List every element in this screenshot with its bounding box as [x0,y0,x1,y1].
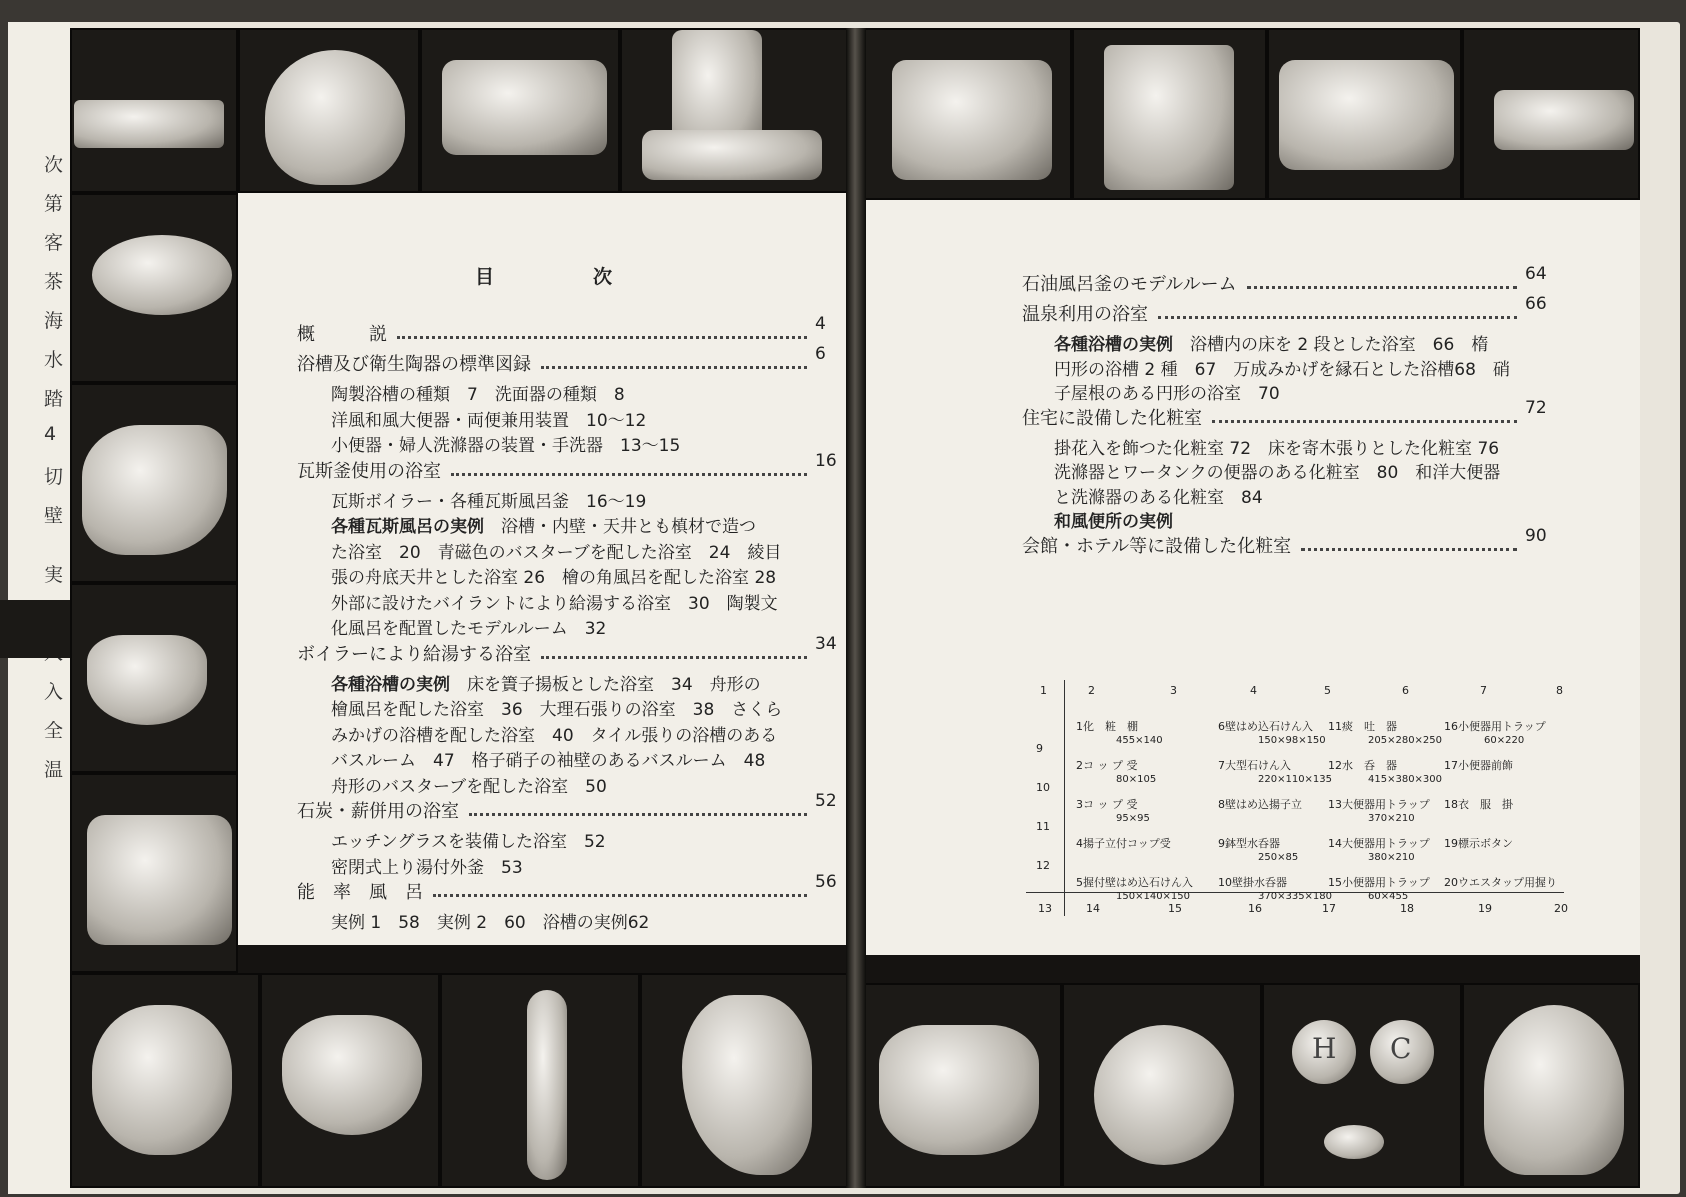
toc-entry: 石炭・薪併用の浴室 [297,801,459,822]
grid-item-name: 5握付壁はめ込石けん入 [1076,876,1193,889]
grid-item-name: 13大便器用トラップ [1328,798,1430,811]
toc-leader-dots [469,813,807,816]
soap-dish-image [862,28,1072,200]
toc-page-number: 66 [1525,294,1547,314]
grid-bottom-number: 16 [1248,902,1262,915]
cover-edge-char: 温 [44,759,64,781]
grid-top-number: 6 [1402,684,1409,697]
toc-entry: 温泉利用の浴室 [1022,304,1148,325]
faucet-handle-image [1462,983,1640,1188]
cover-edge-char: 客 [44,232,64,254]
grid-bottom-number: 17 [1322,902,1336,915]
toc-entry: 和風便所の実例 [1054,512,1173,532]
grid-item-dimensions: 370×210 [1368,813,1415,824]
grid-item-dimensions: 205×280×250 [1368,735,1443,746]
grid-item-dimensions: 60×455 [1368,891,1409,902]
grid-item-name: 14大便器用トラップ [1328,837,1430,850]
cover-edge-char: 実 [44,564,64,586]
p-trap-image [260,973,440,1188]
robe-hook-image [1062,983,1262,1188]
grid-item-name: 12水 呑 器 [1328,759,1397,772]
grid-item-name: 15小便器用トラップ [1328,876,1430,889]
toc-leader-dots [541,656,807,659]
toc-leader-dots [451,473,807,476]
toc-entry-bold-label: 各種浴槽の実例 [331,674,450,695]
grid-item-name: 16小便器用トラップ [1444,720,1546,733]
toc-entry: 住宅に設備した化粧室 [1022,407,1202,429]
fixture-index-grid [1026,680,1568,916]
grid-item-name: 3コ ッ プ 受 [1076,798,1138,811]
grid-top-number: 7 [1480,684,1487,697]
book-gutter [846,28,866,1188]
grid-side-number: 12 [1036,859,1050,872]
cover-edge-char: 水 [44,349,64,371]
toc-entry: 能 率 風 呂 [297,882,423,903]
grid-vertical-line [1064,680,1065,916]
cover-edge-char: 次 [44,154,64,176]
toc-entry: と洗滌器のある化粧室 84 [1054,487,1263,508]
grid-item-name: 8壁はめ込揚子立 [1218,798,1302,811]
toc-page-number: 64 [1525,264,1547,284]
grid-item-dimensions: 150×98×150 [1258,735,1326,746]
toc-entry-bold-label: 各種浴槽の実例 [1054,335,1173,355]
wall-basin-image [238,28,420,193]
grid-top-number: 1 [1040,684,1047,697]
pipe-fitting-image [440,973,640,1188]
toc-entry: 化風呂を配置したモデルルーム 32 [331,619,607,639]
pedestal-image [620,28,850,193]
grid-item-dimensions: 250×85 [1258,852,1299,863]
toc-entry: た浴室 20 青磁色のバスターブを配した浴室 24 綾目 [331,542,782,563]
grid-item-name: 4揚子立付コップ受 [1076,837,1171,850]
toc-entry [331,670,761,695]
toc-entry: 浴槽及び衛生陶器の標準図録 [297,354,531,375]
grid-top-number: 5 [1324,684,1331,697]
toc-entry [1054,330,1488,355]
toc-entry: 洋風和風大便器・両便兼用装置 10〜12 [331,410,647,431]
grid-side-number: 11 [1036,820,1050,833]
grid-item-dimensions: 95×95 [1116,813,1150,824]
toc-entry-bold-label: 各種瓦斯風呂の実例 [331,517,484,537]
grid-item-name: 2コ ッ プ 受 [1076,759,1138,772]
grid-item-dimensions: 60×220 [1484,735,1525,746]
toc-entry: 円形の浴槽 2 種 67 万成みかげを縁石とした浴槽68 硝 [1054,359,1510,380]
toc-entry: エッチングラスを装備した浴室 52 [331,832,606,852]
grid-item-name: 1化 粧 棚 [1076,720,1138,733]
grid-bottom-number: 19 [1478,902,1492,915]
grid-item-name: 19標示ボタン [1444,837,1513,850]
cover-edge-char: 切 [44,466,64,488]
toc-page-number: 90 [1525,525,1547,546]
grid-bottom-number: 18 [1400,902,1414,915]
recessed-soap-image [1072,28,1267,200]
toc-entry: 瓦斯ボイラー・各種瓦斯風呂釜 16〜19 [331,491,647,512]
toc-entry: 概 説 [297,324,387,345]
cover-edge-char: 踏 [44,388,64,410]
toc-entry: みかげの浴槽を配した浴室 40 タイル張りの浴槽のある [331,725,778,746]
toc-page-number: 16 [815,450,837,471]
grid-item-dimensions: 80×105 [1116,774,1157,785]
toc-entry: バスルーム 47 格子硝子の袖壁のあるバスルーム 48 [331,751,766,771]
grid-side-number: 10 [1036,781,1050,794]
grid-top-number: 4 [1250,684,1257,697]
toc-page-number: 72 [1525,397,1547,418]
toc-entry-rest: 浴槽・内壁・天井とも槙材で造つ [484,517,756,537]
grid-item-name: 9鉢型水呑器 [1218,837,1280,850]
toc-entry: ボイラーにより給湯する浴室 [297,643,531,665]
toc-entry: 張の舟底天井とした浴室 26 檜の角風呂を配した浴室 28 [331,568,777,588]
cover-edge-characters [44,150,72,794]
s-trap-image [70,973,260,1188]
toothbrush-holder-image [1462,28,1640,200]
toc-page-number: 52 [815,791,837,811]
toc-entry-rest: 床を簀子揚板とした浴室 34 舟形の [450,674,761,695]
toc-entry: 実例 1 58 実例 2 60 浴槽の実例62 [331,913,650,933]
cover-edge-char: 海 [44,310,64,332]
grid-item-dimensions: 380×210 [1368,852,1415,863]
grid-item-dimensions: 455×140 [1116,735,1163,746]
grid-item-name: 20ウエスタップ用握り [1444,876,1557,889]
drinking-fountain-image [70,773,238,973]
cover-edge-char: 茶 [44,271,64,293]
toc-entry: 陶製浴槽の種類 7 洗面器の種類 8 [331,385,625,405]
toc-page-number: 34 [815,633,837,654]
grid-bottom-number: 20 [1554,902,1568,915]
toc-entry: 洗滌器とワータンクの便器のある化粧室 80 和洋大便器 [1054,463,1501,483]
wall-fountain-image [70,583,238,773]
grid-top-number: 2 [1088,684,1095,697]
toc-leader-dots [1212,420,1517,423]
toc-page-number: 56 [815,872,837,892]
grid-item-dimensions: 370×335×180 [1258,891,1333,902]
toc-entry: 舟形のバスターブを配した浴室 50 [331,776,607,797]
toc-leader-dots [1247,286,1517,289]
toc-leader-dots [1158,316,1517,319]
grid-item-name: 7大型石けん入 [1218,759,1291,772]
cover-edge-char: 第 [44,193,64,215]
corner-basin-image [862,983,1062,1188]
toc-entry-rest: 浴槽内の床を 2 段とした浴室 66 楕 [1173,335,1489,355]
urinal-trap-image [640,973,850,1188]
cover-edge-char: 入 [44,681,64,703]
grid-item-dimensions: 220×110×135 [1258,774,1333,785]
toc-entry: 檜風呂を配した浴室 36 大理石張りの浴室 38 さくら [331,700,783,720]
toc-leader-dots [541,366,807,369]
toc-page-number: 6 [815,344,826,364]
cover-edge-char: 壁 [44,505,64,527]
grid-item-dimensions: 150×140×150 [1116,891,1191,902]
grid-bottom-number: 14 [1086,902,1100,915]
toc-entry: 石油風呂釜のモデルルーム [1022,274,1237,295]
towel-shelf-image [70,28,238,193]
grid-bottom-number: 13 [1038,902,1052,915]
toc-leader-dots [433,894,807,897]
toc-entry [331,512,756,537]
toc-page-number: 4 [815,314,826,334]
hot-cold-buttons-image [1262,983,1462,1188]
toc-entry: 掛花入を飾つた化粧室 72 床を寄木張りとした化粧室 76 [1054,438,1500,459]
toc-entry: 密閉式上り湯付外釜 53 [331,857,523,878]
grid-top-number: 3 [1170,684,1177,697]
toc-entry: 会館・ホテル等に設備した化粧室 [1022,535,1292,557]
grid-side-number: 9 [1036,742,1043,755]
grid-top-number: 8 [1556,684,1563,697]
oval-basin-image [70,193,238,383]
tray-soap-image [1267,28,1462,200]
grid-item-name: 18衣 服 掛 [1444,798,1513,811]
corner-sink-image [70,383,238,583]
grid-item-dimensions: 415×380×300 [1368,774,1443,785]
toc-entry: 子屋根のある円形の浴室 70 [1054,384,1280,404]
toc-leader-dots [1301,548,1517,551]
hot-label: H [1312,1032,1337,1065]
toc-entry: 外部に設けたバイラントにより給湯する浴室 30 陶製文 [331,593,778,614]
grid-bottom-number: 15 [1168,902,1182,915]
grid-item-name: 10壁掛水呑器 [1218,876,1287,889]
toc-entry: 小便器・婦人洗滌器の装置・手洗器 13〜15 [331,436,681,456]
toc-title: 目 次 [475,266,653,288]
grid-item-name: 17小便器前飾 [1444,759,1513,772]
grid-item-name: 6壁はめ込石けん入 [1218,720,1313,733]
toc-entry: 瓦斯釜使用の浴室 [297,460,441,482]
cover-edge-char: 全 [44,720,64,742]
toc-leader-dots [397,336,807,339]
cold-label: C [1390,1032,1412,1065]
grid-item-name: 11痰 吐 器 [1328,720,1397,733]
cover-edge-char: 4 [44,423,57,445]
square-basin-image [420,28,620,193]
